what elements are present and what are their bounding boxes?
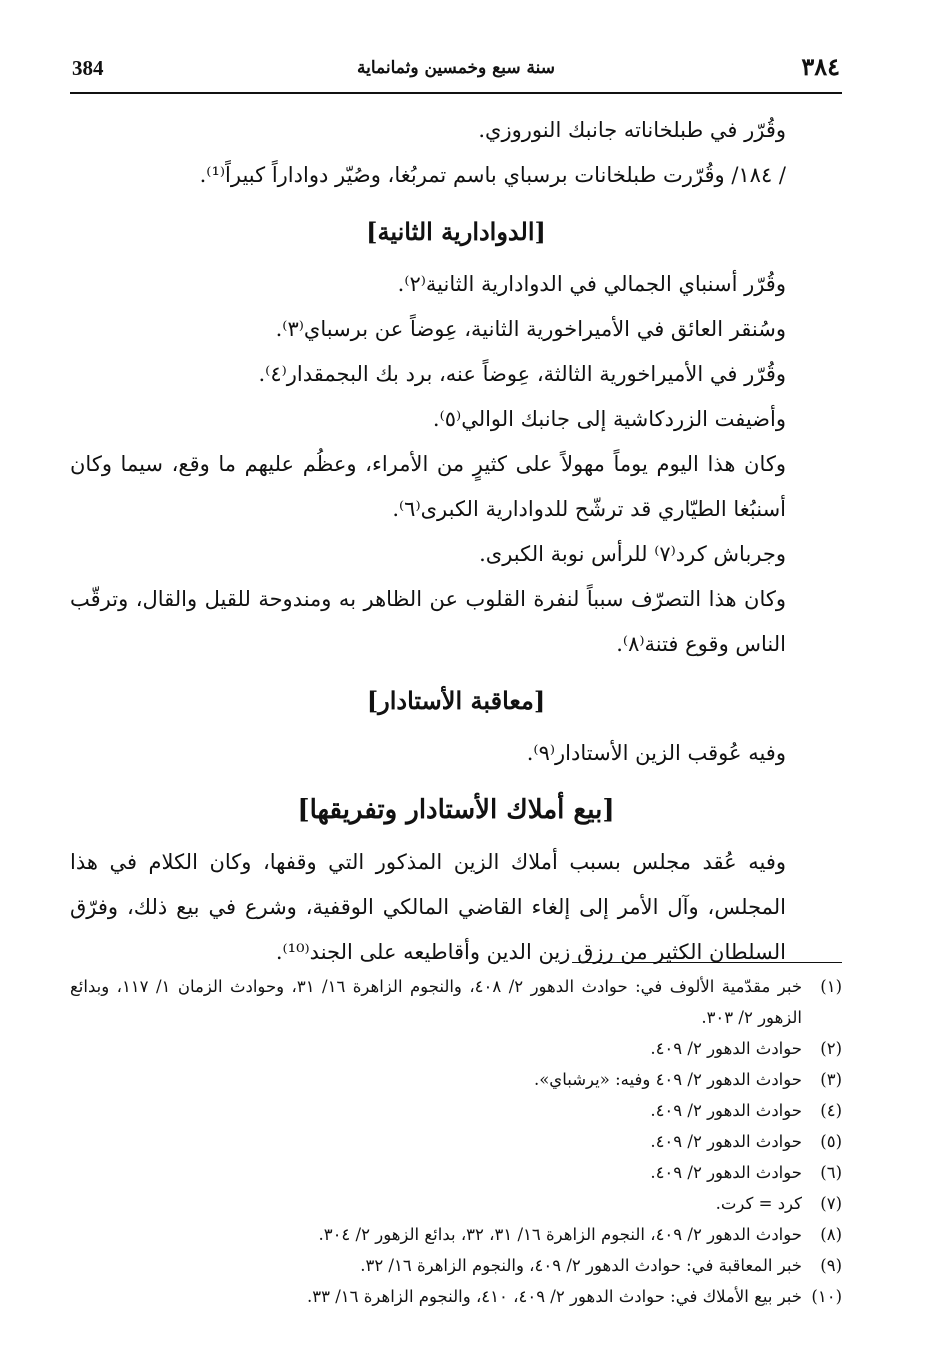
section-heading-punishment: [معاقبة الأستادار]	[366, 686, 546, 715]
footnote-text: كرد = كرت.	[715, 1194, 802, 1213]
footnote-number: (٦)	[820, 1163, 842, 1182]
section-heading-second-dawadariya: [الدوادارية الثانية]	[366, 217, 546, 246]
footnote-text: حوادث الدهور ٢/ ٤٠٩.	[650, 1101, 802, 1120]
paragraph-4: وسُنقر العائق في الأميراخورية الثانية، عِوضاً عن برسباي⁽٣⁾.	[275, 317, 786, 341]
footnote	[70, 1281, 842, 1312]
paragraph-2: / ١٨٤/ وقُرّرت طبلخانات برسباي باسم تمربُغا، وصُيّر دواداراً كبيراً⁽¹⁾.	[199, 163, 786, 187]
paragraph-8: وجرباش كرد⁽٧⁾ للرأس نوبة الكبرى.	[479, 542, 786, 566]
footnote	[70, 1219, 842, 1250]
footnote-text: خبر مقدّمية الألوف في: حوادث الدهور ٢/ ٤٠٨، والنجوم الزاهرة ١٦/ ٣١، وحوادث الزمان ١/ ١١٧، وبدائع الزهور ٢/ ٣٠٣.	[70, 977, 803, 1027]
footnotes	[70, 962, 842, 1312]
paragraph-7: وكان هذا اليوم يوماً مهولاً على كثيرٍ من الأمراء، وعظُم عليهم ما وقع، سيما وكان أسنبُغا الطيّاري قد ترشّح للدوادارية الكبرى⁽٦⁾.	[70, 452, 786, 521]
main-text	[70, 108, 842, 975]
footnote-number: (٩)	[820, 1256, 842, 1275]
footnote-text: حوادث الدهور ٢/ ٤٠٩ وفيه: «يرشباي».	[533, 1070, 802, 1089]
footnote-number: (٣)	[820, 1070, 842, 1089]
footnote	[70, 1188, 842, 1219]
footnote	[70, 1064, 842, 1095]
paragraph-6: وأضيفت الزردكاشية إلى جانبك الوالي⁽٥⁾.	[432, 407, 786, 431]
footnote	[70, 1033, 842, 1064]
footnote-text: خبر بيع الأملاك في: حوادث الدهور ٢/ ٤٠٩، ٤١٠، والنجوم الزاهرة ١٦/ ٣٣.	[307, 1287, 802, 1306]
footnote-number: (٥)	[820, 1132, 842, 1151]
paragraph-10: وفيه عُوقب الزين الأستادار⁽٩⁾.	[526, 741, 786, 765]
footnote-text: حوادث الدهور ٢/ ٤٠٩.	[650, 1132, 802, 1151]
page-number-latin: 384	[72, 56, 104, 80]
paragraph-9: وكان هذا التصرّف سبباً لنفرة القلوب عن الظاهر به ومندوحة للقيل والقال، وترقّب الناس وقوع فتنة⁽٨⁾.	[70, 587, 786, 656]
footnote	[70, 1095, 842, 1126]
footnote	[70, 1126, 842, 1157]
paragraph-1: وقُرّر في طبلخاناته جانبك النوروزي.	[478, 118, 786, 142]
footnote-text: خبر المعاقبة في: حوادث الدهور ٢/ ٤٠٩، والنجوم الزاهرة ١٦/ ٣٢.	[360, 1256, 802, 1275]
paragraph-3: وقُرّر أسنباي الجمالي في الدوادارية الثانية⁽٢⁾.	[397, 272, 786, 296]
footnote-number: (٢)	[820, 1039, 842, 1058]
footnote-number: (١)	[820, 977, 842, 996]
footnote-divider	[572, 962, 842, 963]
footnote-text: حوادث الدهور ٢/ ٤٠٩.	[650, 1039, 802, 1058]
footnote-text: حوادث الدهور ٢/ ٤٠٩.	[650, 1163, 802, 1182]
footnote	[70, 971, 842, 1033]
page-header	[70, 52, 842, 94]
paragraph-11: وفيه عُقد مجلس بسبب أملاك الزين المذكور التي وقفها، وكان الكلام في هذا المجلس، وآل الأمر إلى إلغاء القاضي المالكي الوقفية، وشرع في بيع ذلك، وفرّق السلطان الكثير من رزق زين الدين وأقاطيعه على الجند⁽¹⁰⁾.	[70, 850, 786, 964]
footnote-number: (٧)	[820, 1194, 842, 1213]
footnote	[70, 1157, 842, 1188]
paragraph-5: وقُرّر في الأميراخورية الثالثة، عِوضاً عنه، برد بك البجمقدار⁽٤⁾.	[258, 362, 786, 386]
footnote-text: حوادث الدهور ٢/ ٤٠٩، النجوم الزاهرة ١٦/ ٣١، ٣٢، بدائع الزهور ٢/ ٣٠٤.	[318, 1225, 802, 1244]
section-heading-property-sale: [بيع أملاك الأستادار وتفريقها]	[297, 795, 615, 825]
running-title: سنة سبع وخمسين وثمانماية	[357, 58, 555, 78]
page-number-arabic: ٣٨٤	[801, 52, 840, 81]
footnote	[70, 1250, 842, 1281]
footnote-number: (٤)	[820, 1101, 842, 1120]
footnote-number: (١٠)	[811, 1287, 842, 1306]
footnote-number: (٨)	[820, 1225, 842, 1244]
